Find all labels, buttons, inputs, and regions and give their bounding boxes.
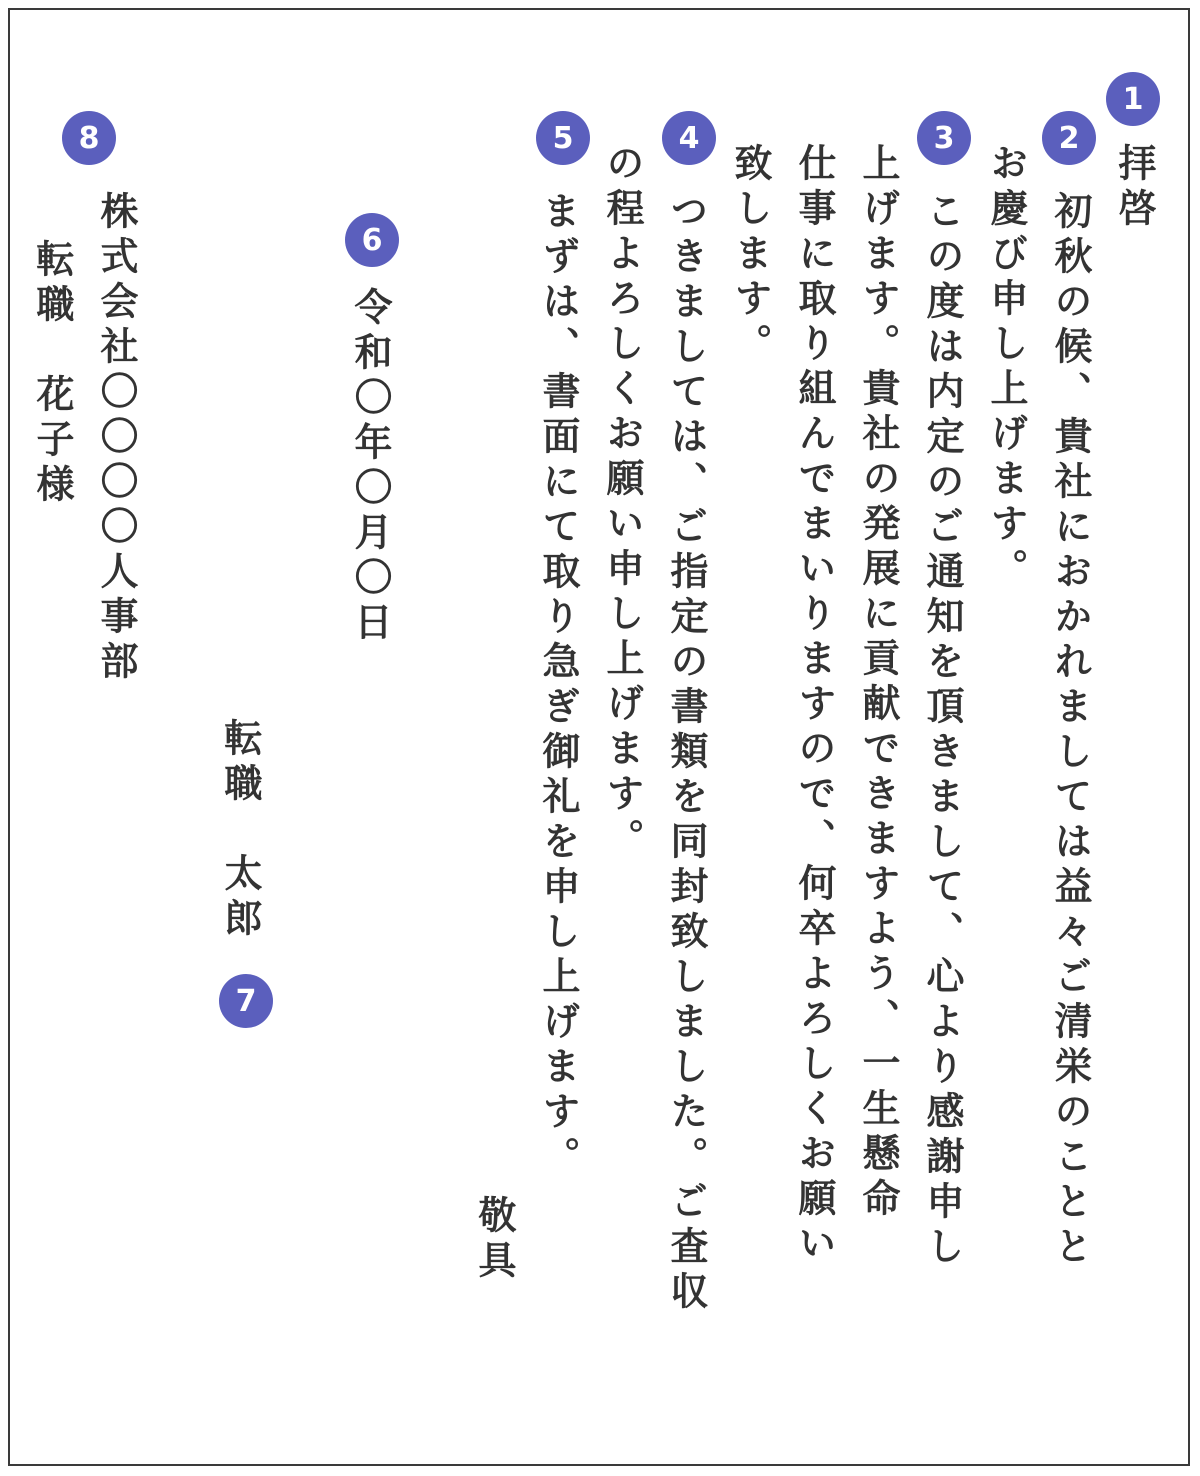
letter-date: 令和〇年〇月〇日 — [348, 287, 392, 647]
closing-phrase: 敬具 — [472, 1195, 516, 1285]
marker-8: 8 — [62, 111, 116, 165]
seasonal-greeting-line-1: 初秋の候、貴社におかれましては益々ご清栄のことと — [1048, 191, 1092, 1271]
marker-7: 7 — [219, 974, 273, 1028]
documents-line-2: の程よろしくお願い申し上げます。 — [600, 143, 644, 863]
recipient-company: 株式会社〇〇〇〇人事部 — [94, 191, 138, 686]
documents-line-1: つきましては、ご指定の書類を同封致しました。ご査収 — [664, 191, 708, 1316]
gratitude-line-2: 上げます。貴社の発展に貢献できますよう、一生懸命 — [856, 143, 900, 1223]
marker-1: 1 — [1106, 72, 1160, 126]
seasonal-greeting-line-2: お慶び申し上げます。 — [984, 143, 1028, 593]
gratitude-line-3: 仕事に取り組んでまいりますので、何卒よろしくお願い — [792, 143, 836, 1268]
marker-4: 4 — [662, 111, 716, 165]
gratitude-line-4: 致します。 — [728, 143, 772, 368]
marker-2: 2 — [1042, 111, 1096, 165]
marker-5: 5 — [536, 111, 590, 165]
recipient-name: 転職 花子様 — [30, 239, 74, 509]
marker-3: 3 — [917, 111, 971, 165]
sender-name: 転職 太郎 — [218, 718, 262, 943]
opening-salutation: 拝啓 — [1112, 143, 1156, 233]
marker-6: 6 — [345, 213, 399, 267]
closing-remark-line: まずは、書面にて取り急ぎ御礼を申し上げます。 — [536, 191, 580, 1181]
gratitude-line-1: この度は内定のご通知を頂きまして、心より感謝申し — [920, 191, 964, 1271]
